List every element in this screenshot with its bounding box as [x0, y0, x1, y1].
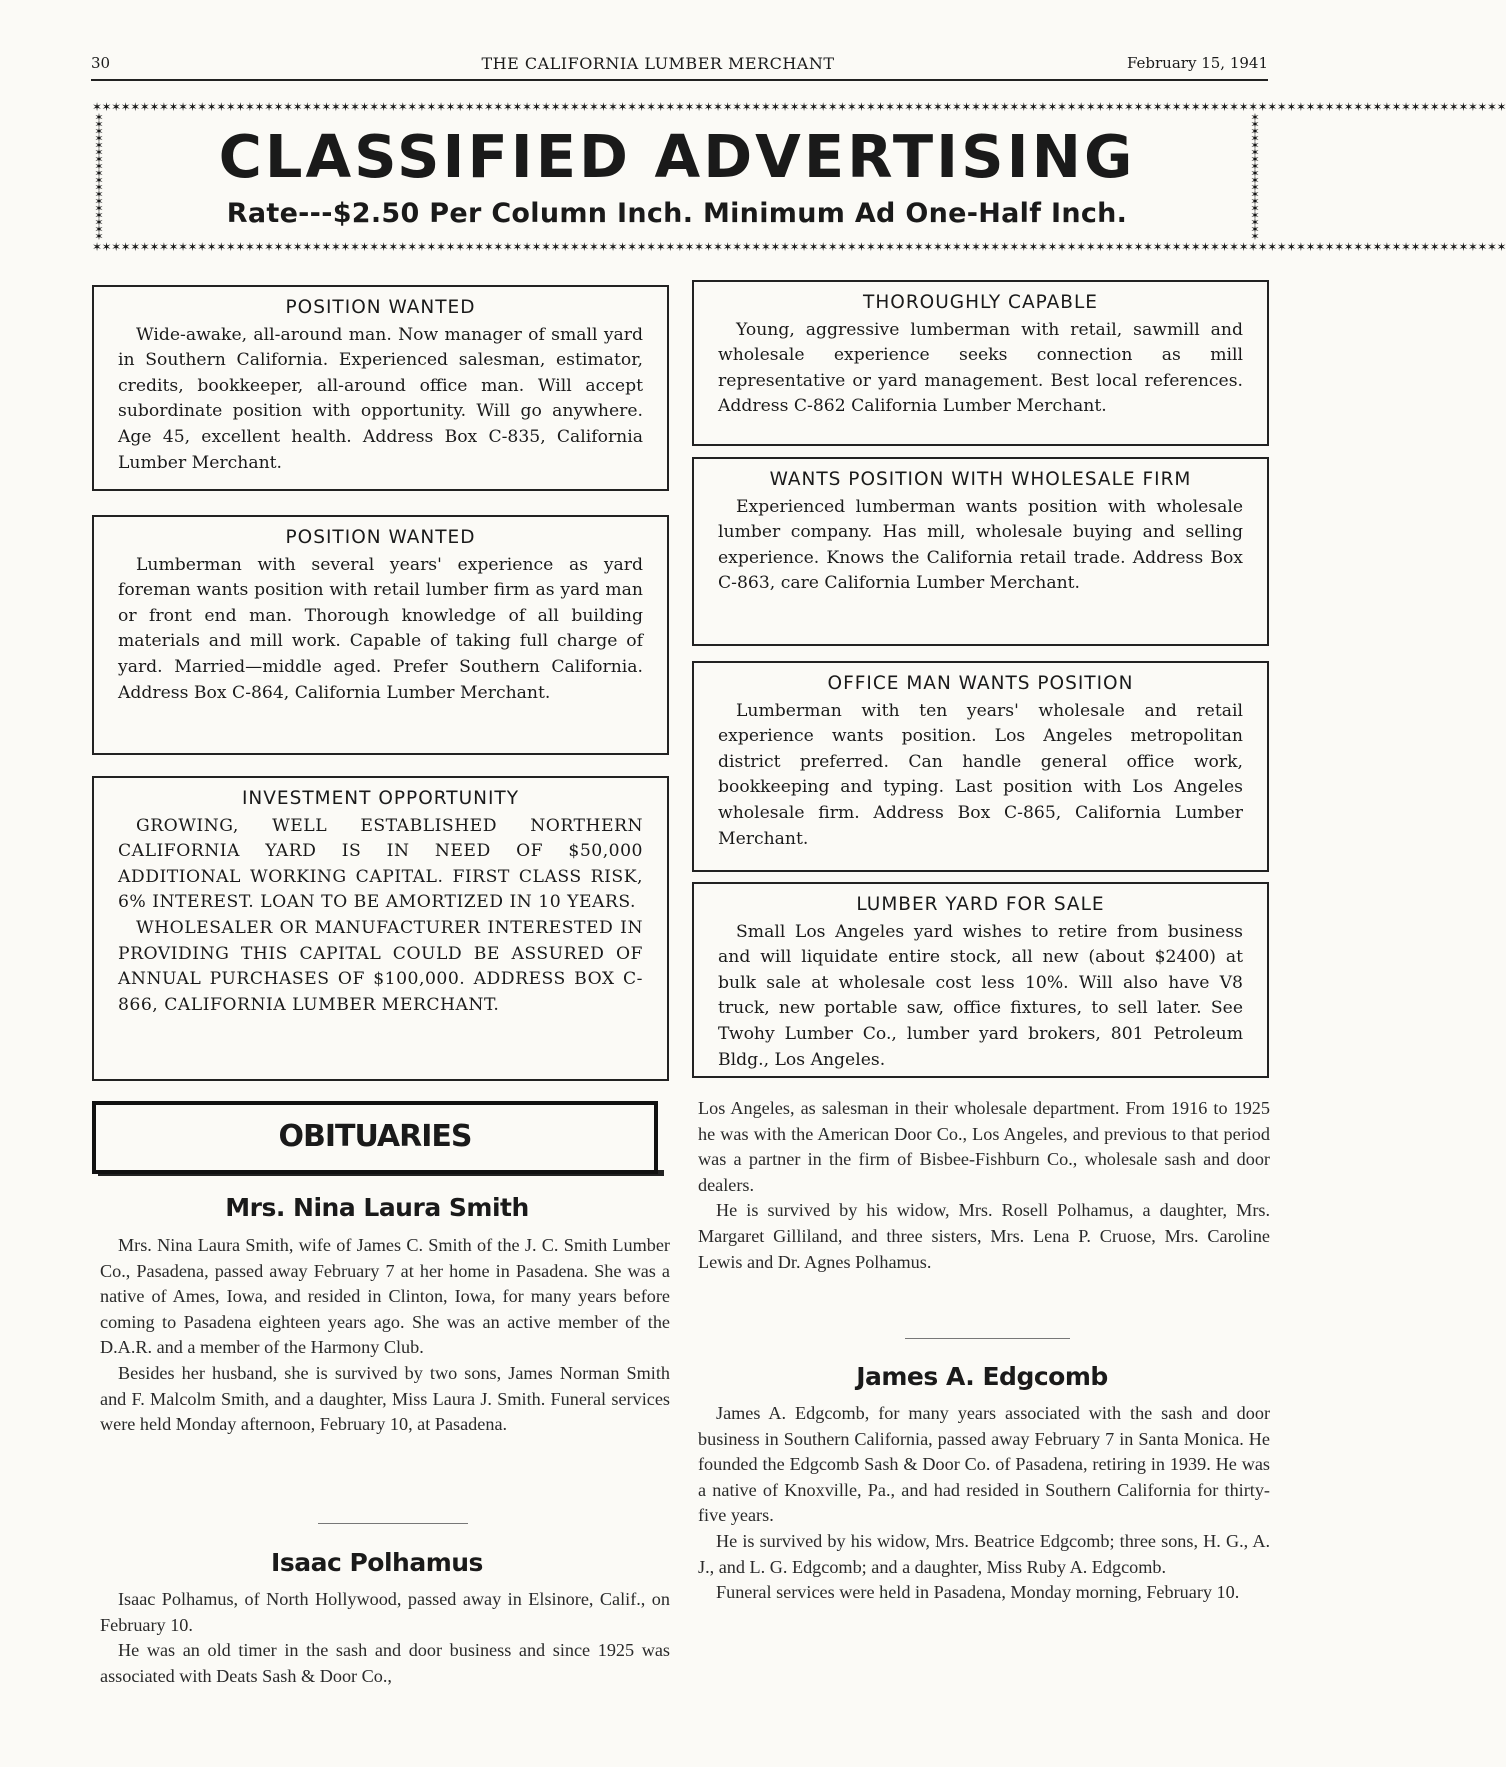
obituary-paragraph: Los Angeles, as salesman in their wholesale department. From 1916 to 1925 he was with the American Door Co., Los Angeles, and previous to that period was a partner in the firm of Bisbee-Fishburn Co., wholesale sash and door dealers. [698, 1098, 1270, 1195]
page-number: 30 [91, 54, 111, 72]
ad-position-wanted-1 [92, 285, 669, 491]
ad-title: POSITION WANTED [285, 297, 476, 318]
ad-title: LUMBER YARD FOR SALE [856, 894, 1105, 915]
banner-rate: Rate---$2.50 Per Column Inch. Minimum Ad One-Half Inch. [226, 198, 1128, 229]
obituary-name-edgcomb: James A. Edgcomb [856, 1362, 1108, 1391]
obituary-paragraph: He is survived by his widow, Mrs. Rosell Polhamus, a daughter, Mrs. Margaret Gilliland, and three sisters, Mrs. Lena P. Cruose, Mrs. Caroline Lewis and Dr. Agnes Polhamus. [698, 1200, 1270, 1272]
ad-title: INVESTMENT OPPORTUNITY [241, 788, 520, 809]
obituary-paragraph: Funeral services were held in Pasadena, Monday morning, February 10. [716, 1582, 1240, 1603]
ad-title: THOROUGHLY CAPABLE [863, 292, 1098, 313]
banner-title: CLASSIFIED ADVERTISING [218, 122, 1136, 191]
obituary-paragraph: He was an old timer in the sash and door business and since 1925 was associated with Deats Sash & Door Co., [100, 1640, 670, 1686]
ad-body: Lumberman with several years' experience as yard foreman wants position with retail lumber firm as yard man or front end man. Thorough knowledge of all building materials and mill work. Capable of taking full charge of yard. Married—middle aged. Prefer Southern California. Address Box C-864, California Lumber Merchant. [118, 554, 643, 703]
publication-title: THE CALIFORNIA LUMBER MERCHANT [481, 54, 835, 73]
obituaries-heading-box [92, 1101, 658, 1174]
ad-lumber-yard-for-sale [692, 882, 1269, 1078]
ad-body: Lumberman with ten years' wholesale and retail experience wants position. Los Angeles metropolitan district preferred. Can handle general office work, bookkeeping and typing. Last position with Los Angeles wholesale firm. Address Box C-865, California Lumber Merchant. [718, 700, 1243, 849]
obituary-paragraph: Besides her husband, she is survived by two sons, James Norman Smith and F. Malcolm Smith, and a daughter, Miss Laura J. Smith. Funeral services were held Monday afternoon, February 10, at Pasadena. [100, 1362, 670, 1435]
ad-body: Experienced lumberman wants position with wholesale lumber company. Has mill, wholesale buying and selling experience. Knows the California retail trade. Address Box C-863, care California Lumber Merchant. [718, 496, 1243, 594]
obituary-polhamus-part2 [698, 1096, 1270, 1275]
issue-date: February 15, 1941 [1126, 54, 1268, 72]
ad-title: POSITION WANTED [285, 527, 476, 548]
obituary-paragraph: Mrs. Nina Laura Smith, wife of James C. Smith of the J. C. Smith Lumber Co., Pasadena, passed away February 7 at her home in Pasadena. She was a native of Ames, Iowa, and resided in Clinton, Iowa, for many years before coming to Pasadena eighteen years ago. She was an active member of the D.A.R. and a member of the Harmony Club. [100, 1235, 670, 1358]
header-rule [91, 79, 1268, 81]
obituary-polhamus-part1 [100, 1587, 670, 1689]
star-border-bottom: ✶✶✶✶✶✶✶✶✶✶✶✶✶✶✶✶✶✶✶✶✶✶✶✶✶✶✶✶✶✶✶✶✶✶✶✶✶✶✶✶✶✶✶✶✶✶✶✶✶✶✶✶✶✶✶✶✶✶✶✶✶✶✶✶✶✶✶✶✶✶✶✶✶✶✶✶✶✶✶✶✶✶✶✶✶✶✶✶✶✶✶✶✶✶✶✶✶✶✶✶✶✶✶✶✶✶✶✶✶✶✶✶✶✶✶✶✶✶✶✶✶✶✶✶✶✶✶✶✶✶✶✶✶✶✶✶✶✶✶✶✶✶✶✶✶✶✶✶ [92, 240, 1506, 254]
star-border-left: ✶✶✶✶✶✶✶✶✶✶✶✶✶✶✶✶✶✶ [94, 111, 104, 243]
separator-rule [905, 1338, 1070, 1339]
ad-thoroughly-capable [692, 280, 1269, 446]
ad-body: Wide-awake, all-around man. Now manager of small yard in Southern California. Experienced salesman, estimator, credits, bookkeeper, all-around office man. Will accept subordinate position with opportunity. Will go anywhere. Age 45, excellent health. Address Box C-835, California Lumber Merchant. [118, 324, 643, 473]
ad-title: OFFICE MAN WANTS POSITION [827, 673, 1134, 694]
classified-banner [92, 100, 1506, 254]
ad-body-paragraph: WHOLESALER OR MANUFACTURER INTERESTED IN PROVIDING THIS CAPITAL COULD BE ASSURED OF ANNUAL PURCHASES OF $100,000. ADDRESS BOX C-866, CALIFORNIA LUMBER MERCHANT. [118, 917, 643, 1015]
ad-office-man [692, 661, 1269, 872]
ad-title: WANTS POSITION WITH WHOLESALE FIRM [769, 469, 1192, 490]
star-border-right: ✶✶✶✶✶✶✶✶✶✶✶✶✶✶✶✶✶✶ [1250, 111, 1260, 243]
obituary-paragraph: He is survived by his widow, Mrs. Beatrice Edgcomb; three sons, H. G., A. J., and L. G. Edgcomb; and a daughter, Miss Ruby A. Edgcomb. [698, 1530, 1270, 1577]
obituary-name-smith: Mrs. Nina Laura Smith [225, 1193, 529, 1222]
ad-position-wanted-2 [92, 515, 669, 755]
separator-rule [318, 1523, 468, 1524]
star-border-top: ✶✶✶✶✶✶✶✶✶✶✶✶✶✶✶✶✶✶✶✶✶✶✶✶✶✶✶✶✶✶✶✶✶✶✶✶✶✶✶✶✶✶✶✶✶✶✶✶✶✶✶✶✶✶✶✶✶✶✶✶✶✶✶✶✶✶✶✶✶✶✶✶✶✶✶✶✶✶✶✶✶✶✶✶✶✶✶✶✶✶✶✶✶✶✶✶✶✶✶✶✶✶✶✶✶✶✶✶✶✶✶✶✶✶✶✶✶✶✶✶✶✶✶✶✶✶✶✶✶✶✶✶✶✶✶✶✶✶✶✶✶✶✶✶✶✶✶✶ [92, 100, 1506, 114]
ad-investment-opportunity [92, 776, 669, 1081]
obituary-paragraph: James A. Edgcomb, for many years associated with the sash and door business in Southern California, passed away February 7 in Santa Monica. He founded the Edgcomb Sash & Door Co. of Pasadena, retiring in 1939. He was a native of Knoxville, Pa., and had resided in Southern California for thirty-five years. [698, 1403, 1270, 1526]
obituary-edgcomb [698, 1401, 1270, 1606]
ad-body-paragraph: GROWING, WELL ESTABLISHED NORTHERN CALIFORNIA YARD IS IN NEED OF $50,000 ADDITIONAL WORKING CAPITAL. FIRST CLASS RISK, 6% INTEREST. LOAN TO BE AMORTIZED IN 10 YEARS. [118, 815, 643, 913]
ad-body: Young, aggressive lumberman with retail, sawmill and wholesale experience seeks connection as mill representative or yard management. Best local references. Address C-862 California Lumber Merchant. [718, 319, 1243, 417]
ad-body: Small Los Angeles yard wishes to retire from business and will liquidate entire stock, all new (about $2400) at bulk sale at wholesale cost less 10%. Will also have V8 truck, new portable saw, office fixtures, to sell later. See Twohy Lumber Co., lumber yard brokers, 801 Petroleum Bldg., Los Angeles. [718, 921, 1243, 1070]
ad-wants-position-wholesale [692, 457, 1269, 646]
obituary-paragraph: Isaac Polhamus, of North Hollywood, passed away in Elsinore, Calif., on February 10. [100, 1589, 670, 1635]
obituaries-heading: OBITUARIES [278, 1119, 472, 1154]
obituary-smith [100, 1233, 670, 1438]
obituary-name-polhamus: Isaac Polhamus [271, 1548, 483, 1577]
